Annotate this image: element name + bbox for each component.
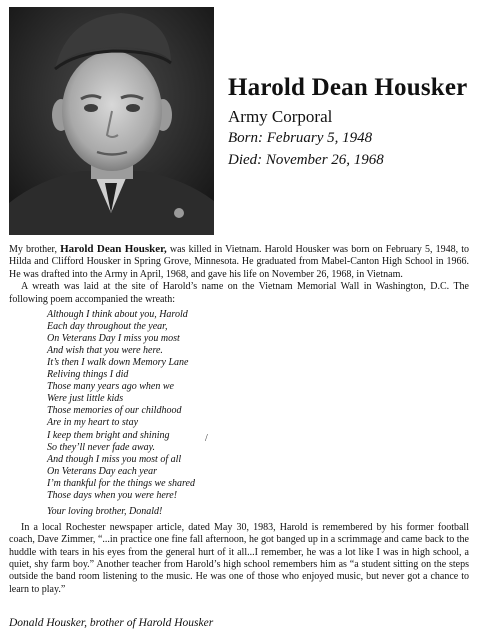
poem-line: Reliving things I did [47, 369, 129, 381]
portrait-photo [9, 7, 214, 235]
poem-line: Those many years ago when we [47, 381, 174, 393]
poem-line: And though I miss you most of all [47, 453, 182, 465]
intro-paragraph [9, 243, 469, 281]
author-signature: Donald Housker, brother of Harold Housker [9, 617, 214, 629]
poem-line: Each day throughout the year, [47, 321, 168, 333]
wreath-paragraph: A wreath was laid at the site of Harold’s name on the Vietnam Memorial Wall in Washington, D.C. The following poem accompanied the wreath: [9, 281, 469, 305]
soldier-name: Harold Dean Housker [228, 74, 468, 101]
poem-line: So they’ll never fade away. [47, 441, 156, 453]
intro-text: was killed in Vietnam. Harold Housker was born on February 5, 1948, to Hilda and Clifford Housker in Spring Grove, Minnesota. He graduated from Mabel-Canton High School in 1966. He was drafted into the Army in April, 1968, and gave his life on November 26, 1968, in Vietnam. [9, 244, 469, 280]
poem-line: Are in my heart to stay [47, 417, 139, 429]
memorial-text [9, 243, 469, 596]
death-date: Died: November 26, 1968 [228, 152, 384, 168]
poem-line: Those memories of our childhood [47, 405, 182, 417]
poem-line: On Veterans Day I miss you most [47, 333, 180, 345]
poem-line: I keep them bright and shining [47, 429, 170, 441]
poem-line: Although I think about you, Harold [47, 309, 188, 321]
newspaper-paragraph: In a local Rochester newspaper article, dated May 30, 1983, Harold is remembered by his former football coach, Dave Zimmer, “...in practice one fine fall afternoon, he got banged up in a scrimmage and came back to the huddle with tears in his eyes from the general hurt of it all...I remember, he was a lot like I was in high school, a quiet, shy farm boy.” Another teacher from Harold’s high school remembers him as “a student sitting on the steps outside the band room listening to the music. He was one of those who enjoyed music, but never got a chance to learn to play.” [9, 521, 469, 595]
birth-date: Born: February 5, 1948 [228, 130, 373, 146]
poem-signature: Your loving brother, Donald! [47, 505, 163, 517]
soldier-rank: Army Corporal [228, 107, 333, 126]
poem [47, 309, 469, 518]
poem-line: Were just little kids [47, 393, 124, 405]
intro-name: Harold Dean Housker, [60, 243, 167, 255]
poem-line: And wish that you were here. [47, 345, 163, 357]
poem-line: On Veterans Day each year [47, 465, 157, 477]
stray-mark: / [205, 433, 208, 444]
intro-prefix: My brother, [9, 244, 61, 255]
poem-line: It’s then I walk down Memory Lane [47, 357, 189, 369]
poem-line: Those days when you were here! [47, 489, 178, 501]
poem-line: I’m thankful for the things we shared [47, 477, 195, 489]
